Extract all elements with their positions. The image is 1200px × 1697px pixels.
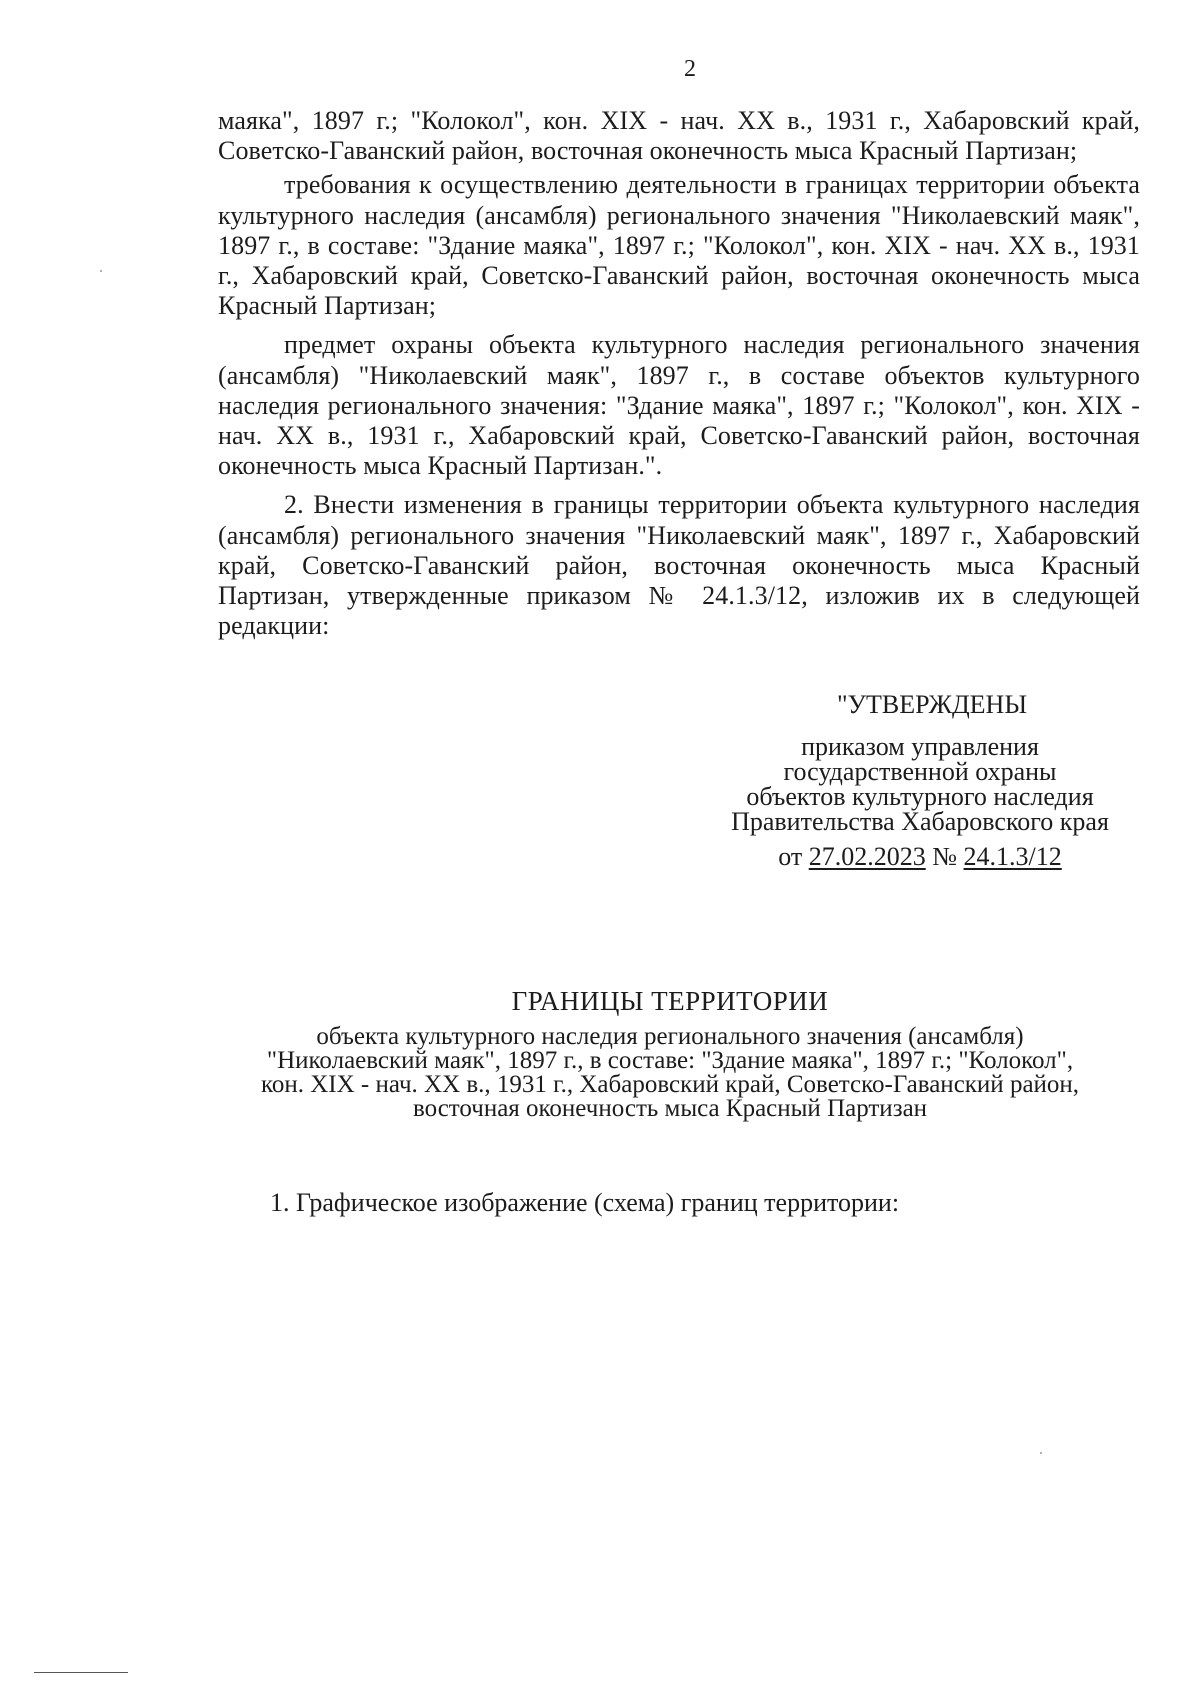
section-heading: 1. Графическое изображение (схема) границ территории: [270, 1188, 900, 1217]
subtitle-line-2: "Николаевский маяк", 1897 г., в составе: "Здание маяка", 1897 г.; "Колокол", [266, 1047, 1074, 1074]
approval-date-line [700, 842, 1140, 872]
subtitle-line-4: восточная оконечность мыса Красный Партизан [412, 1095, 928, 1122]
approval-date: 27.02.2023 [808, 842, 926, 871]
approval-number: 24.1.3/12 [963, 842, 1062, 871]
paragraph-protection-subject: предмет охраны объекта культурного наследия регионального значения (ансамбля) "Николаевский маяк", 1897 г., в составе объектов культурного наследия регионального значения: "Здание маяка", 1897 г.; "Колокол", кон. XIX - нач. XX в., 1931 г., Хабаровский край, Советско-Гаванский район, восточная оконечность мыса Красный Партизан.". [218, 330, 1140, 481]
paragraph-requirements: требования к осуществлению деятельности в границах территории объекта культурного наследия (ансамбля) регионального значения "Николаевский маяк", 1897 г., в составе: "Здание маяка", 1897 г.; "Колокол", кон. XIX - нач. XX в., 1931 г., Хабаровский край, Советско-Гаванский район, восточная оконечность мыса Красный Партизан; [218, 170, 1140, 321]
document-title: ГРАНИЦЫ ТЕРРИТОРИИ [511, 986, 829, 1016]
page-number: 2 [684, 56, 696, 82]
approval-line-4: Правительства Хабаровского края [731, 807, 1109, 836]
subtitle-line-3: кон. XIX - нач. XX в., 1931 г., Хабаровский край, Советско-Гаванский район, [260, 1071, 1080, 1098]
approval-line-1: приказом управления [801, 732, 1039, 761]
subtitle-line-1: объекта культурного наследия регионального значения (ансамбля) [316, 1023, 1024, 1050]
paragraph-amendment: 2. Внести изменения в границы территории объекта культурного наследия (ансамбля) регионального значения "Николаевский маяк", 1897 г., Хабаровский край, Советско-Гаванский район, восточная оконечность мыса Красный Партизан, утвержденные приказом № 24.1.3/12, изложив их в следующей редакции: [218, 490, 1140, 641]
number-sign: № [932, 842, 958, 871]
approval-heading: "УТВЕРЖДЕНЫ [836, 690, 1028, 719]
approval-line-2: государственной охраны [783, 757, 1057, 786]
paragraph-continuation: маяка", 1897 г.; "Колокол", кон. XIX - нач. XX в., 1931 г., Хабаровский край, Советско-Гаванский район, восточная оконечность мыса Красный Партизан; [218, 106, 1140, 166]
approval-stamp [700, 690, 1140, 872]
scan-speck [100, 270, 102, 272]
footnote-rule [34, 1672, 128, 1673]
date-prefix: от [778, 842, 803, 871]
scan-speck [1040, 1452, 1042, 1454]
title-block [200, 985, 1140, 1121]
body-text [218, 106, 1140, 641]
approval-line-3: объектов культурного наследия [746, 782, 1094, 811]
